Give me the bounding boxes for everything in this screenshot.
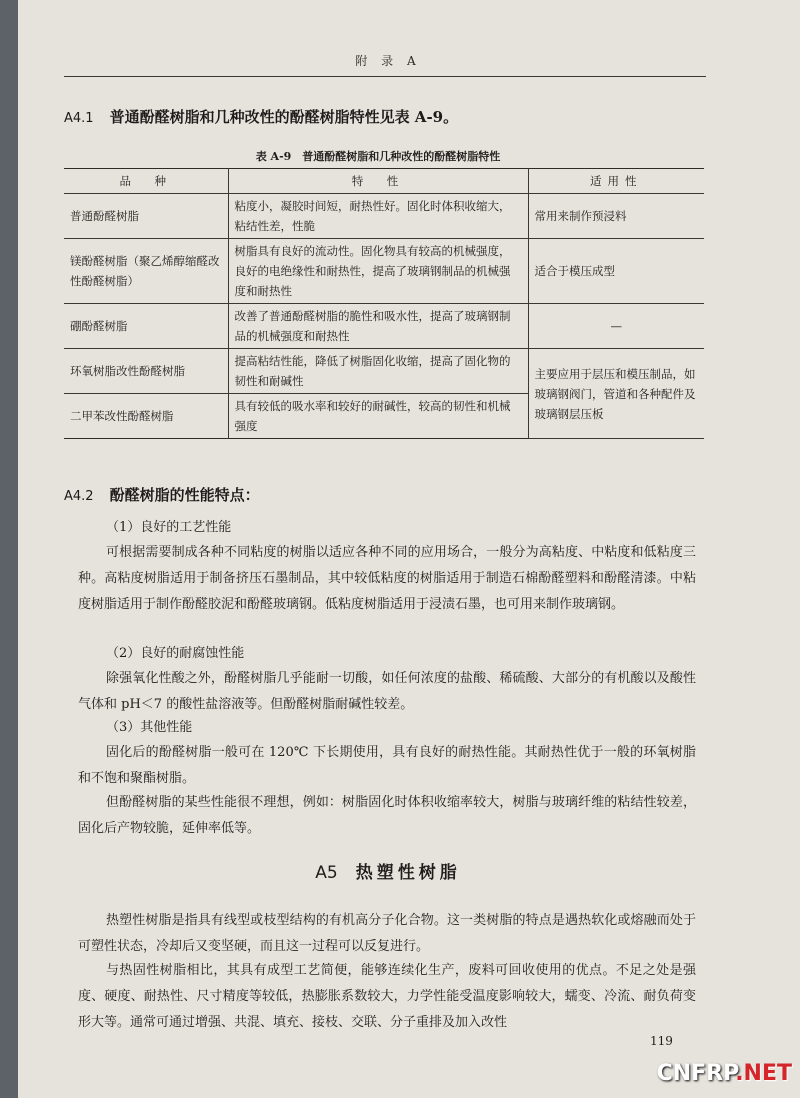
subheading-corrosion: （2）良好的耐腐蚀性能: [106, 646, 245, 661]
page-number: 119: [650, 1034, 673, 1048]
cell-name: 二甲苯改性酚醛树脂: [64, 394, 228, 439]
paragraph-heat: 固化后的酚醛树脂一般可在 120℃ 下长期使用，具有良好的耐热性能。其耐热性优于一般的环氧树脂和不饱和聚酯树脂。: [78, 745, 696, 786]
table-row: [64, 304, 704, 349]
cell-feature: 提高粘结性能，降低了树脂固化收缩，提高了固化物的韧性和耐碱性: [228, 349, 528, 394]
cell-use: 适合于模压成型: [528, 239, 704, 304]
section-a5-heading: [18, 858, 758, 883]
resin-properties-table: [64, 168, 704, 439]
cell-feature: 具有较低的吸水率和较好的耐碱性，较高的韧性和机械强度: [228, 394, 528, 439]
paragraph-thermoplastic-definition: 热塑性树脂是指具有线型或枝型结构的有机高分子化合物。这一类树脂的特点是遇热软化或熔融而处于可塑性状态，冷却后又变坚硬，而且这一过程可以反复进行。: [78, 913, 696, 954]
cell-feature: 粘度小，凝胶时间短，耐热性好。固化时体积收缩大，粘结性差，性脆: [228, 194, 528, 239]
cell-name: 镁酚醛树脂（聚乙烯醇缩醛改性酚醛树脂）: [64, 239, 228, 304]
cell-name: 硼酚醛树脂: [64, 304, 228, 349]
column-header-use: 适用性: [528, 169, 704, 194]
table-row: [64, 239, 704, 304]
column-header-feature: 特 性: [228, 169, 528, 194]
header-rule: [64, 76, 706, 77]
cell-name: 环氧树脂改性酚醛树脂: [64, 349, 228, 394]
paragraph-process: 可根据需要制成各种不同粘度的树脂以适应各种不同的应用场合，一般分为高粘度、中粘度和低粘度三种。高粘度树脂适用于制备挤压石墨制品，其中较低粘度的树脂适用于制造石棉酚醛塑料和酚醛清漆。中粘度树脂适用于制作酚醛胶泥和酚醛玻璃钢。低粘度树脂适用于浸渍石墨，也可用来制作玻璃钢。: [78, 545, 696, 612]
table-row: [64, 349, 704, 394]
section-a5-number: A5: [315, 863, 338, 883]
cell-use: [528, 304, 704, 349]
section-a41-heading: [64, 106, 458, 127]
table-caption: 表 A-9 普通酚醛树脂和几种改性的酚醛树脂特性: [255, 150, 501, 163]
cell-feature: 树脂具有良好的流动性。固化物具有较高的机械强度，良好的电绝缘性和耐热性，提高了玻璃钢制品的机械强度和耐热性: [228, 239, 528, 304]
cell-use-merged: 主要应用于层压和模压制品，如玻璃钢阀门，管道和各种配件及玻璃钢层压板: [528, 349, 704, 439]
section-a42-title: 酚醛树脂的性能特点：: [109, 486, 260, 504]
section-a42-heading: [64, 484, 260, 505]
cell-use: 常用来制作预浸料: [528, 194, 704, 239]
column-header-variety: 品 种: [64, 169, 228, 194]
paragraph-corrosion: 除强氧化性酸之外，酚醛树脂几乎能耐一切酸，如任何浓度的盐酸、稀硫酸、大部分的有机酸以及酸性气体和 pH＜7 的酸性盐溶液等。但酚醛树脂耐碱性较差。: [78, 671, 696, 712]
cell-use-dash: —: [610, 319, 622, 333]
section-a5-title: 热塑性树脂: [355, 863, 461, 883]
cell-feature: 改善了普通酚醛树脂的脆性和吸水性，提高了玻璃钢制品的机械强度和耐热性: [228, 304, 528, 349]
running-header: 附 录 A: [355, 54, 421, 68]
site-watermark: [657, 1061, 792, 1086]
watermark-suffix: .NET: [735, 1061, 792, 1086]
subheading-process: （1）良好的工艺性能: [106, 520, 232, 535]
paragraph-thermoplastic-comparison: 与热固性树脂相比，其具有成型工艺简便，能够连续化生产，废料可回收使用的优点。不足之处是强度、硬度、耐热性、尺寸精度等较低，热膨胀系数较大，力学性能受温度影响较大，蠕变、冷流、耐负荷变形大等。通常可通过增强、共混、填充、接枝、交联、分子重排及加入改性: [78, 963, 696, 1030]
table-row: [64, 194, 704, 239]
watermark-text: CNFRP: [656, 1061, 736, 1086]
paragraph-drawbacks: 但酚醛树脂的某些性能很不理想，例如：树脂固化时体积收缩率较大，树脂与玻璃纤维的粘结性较差，固化后产物较脆，延伸率低等。: [78, 795, 696, 836]
table-header-row: [64, 169, 704, 194]
section-a41-number: A4.1: [64, 111, 94, 126]
cell-name: 普通酚醛树脂: [64, 194, 228, 239]
subheading-other: （3）其他性能: [106, 720, 193, 735]
section-a41-title: 普通酚醛树脂和几种改性的酚醛树脂特性见表 A-9。: [109, 108, 459, 126]
section-a42-number: A4.2: [64, 489, 94, 504]
book-page: [18, 0, 800, 1098]
